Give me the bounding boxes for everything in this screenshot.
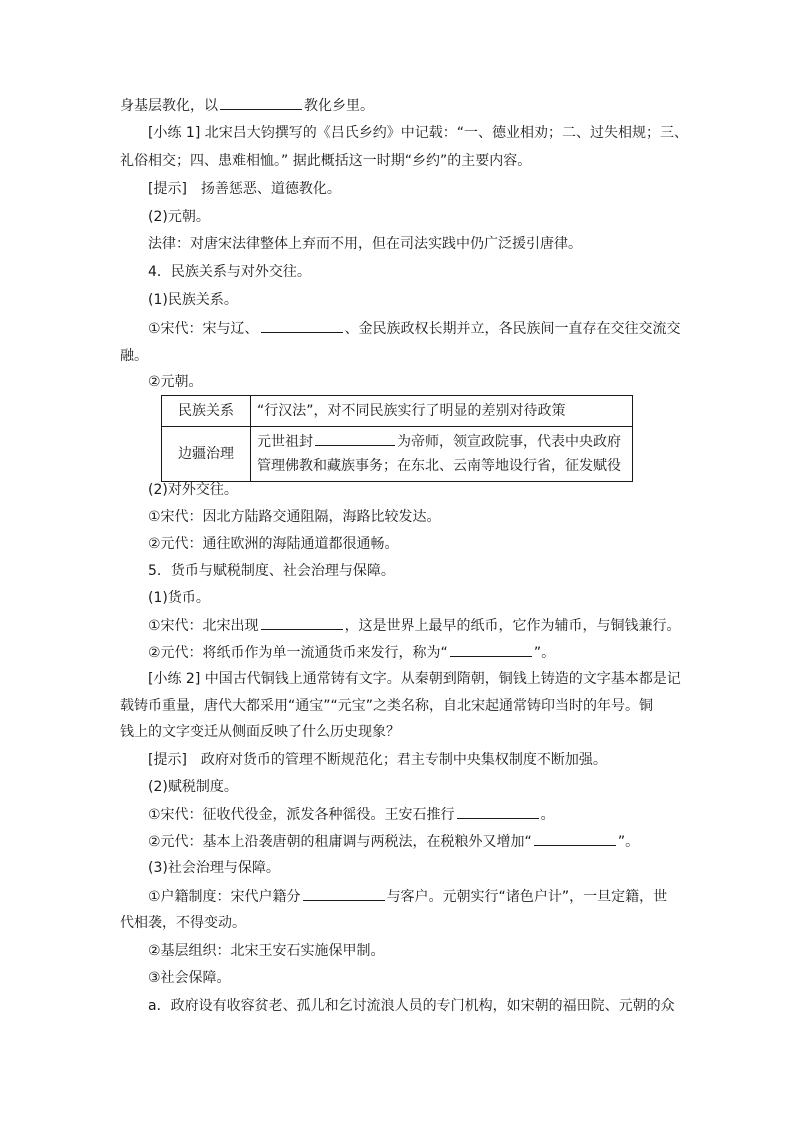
song-ethnic-line xyxy=(148,318,681,339)
text: ①宋代：宋与辽、 xyxy=(148,321,259,337)
text: 为帝师，领宣政院事，代表中央政府 xyxy=(397,434,621,450)
exercise-1-line-1: [小练 1] 北宋吕大钧撰写的《吕氏乡约》中记载：“一、德业相劝；二、过失相规；三、 xyxy=(148,125,688,141)
security-heading: ③社会保障。 xyxy=(148,970,231,986)
tax-heading: (2)赋税制度。 xyxy=(148,779,238,795)
text: 与客户。元朝实行“诸色户计”，一旦定籍，世 xyxy=(386,889,668,905)
text: 教化乡里。 xyxy=(304,98,374,114)
blank xyxy=(450,642,532,657)
currency-heading: (1)货币。 xyxy=(148,590,210,606)
yuan-currency xyxy=(148,642,555,663)
blank xyxy=(315,431,395,446)
text: ①户籍制度：宋代户籍分 xyxy=(148,889,301,905)
song-ethnic-line-2: 融。 xyxy=(120,348,148,364)
security-a: a．政府设有收容贫老、孤儿和乞讨流浪人员的专门机构，如宋朝的福田院、元朝的众 xyxy=(148,998,675,1014)
song-currency xyxy=(148,615,681,636)
grassroots-line: ②基层组织：北宋王安石实施保甲制。 xyxy=(148,943,385,959)
section-5-heading: 5．货币与赋税制度、社会治理与保障。 xyxy=(148,563,395,579)
text: 身基层教化，以 xyxy=(120,98,218,114)
table-cell-head: 边疆治理 xyxy=(162,427,251,482)
text: ②元代：将纸币作为单一流通货币来发行，称为“ xyxy=(148,645,448,661)
exercise-2-line-3: 钱上的文字变迁从侧面反映了什么历史现象？ xyxy=(120,724,400,740)
text: 元世祖封 xyxy=(257,434,313,450)
table-cell-line xyxy=(257,430,626,454)
table-row xyxy=(162,427,633,482)
blank xyxy=(261,318,343,333)
table-cell-line: 管理佛教和藏族事务；在东北、云南等地设行省，征发赋役 xyxy=(257,458,621,474)
text: ，这是世界上最早的纸币，它作为辅币，与铜钱兼行。 xyxy=(344,618,681,634)
table-cell: “行汉法”，对不同民族实行了明显的差别对待政策 xyxy=(251,396,633,427)
table-cell xyxy=(251,427,633,482)
hint-2: [提示] 政府对货币的管理不断规范化；君主专制中央集权制度不断加强。 xyxy=(148,752,607,768)
subheading-ethnic: (1)民族关系。 xyxy=(148,292,238,308)
blank xyxy=(534,831,616,846)
ethnic-policy-table xyxy=(161,395,633,482)
foreign-heading: (2)对外交往。 xyxy=(148,482,238,498)
yuan-foreign: ②元代：通往欧洲的海陆通道都很通畅。 xyxy=(148,536,399,552)
text: 。 xyxy=(540,807,555,823)
song-foreign: ①宋代：因北方陆路交通阻隔，海路比较发达。 xyxy=(148,509,441,525)
blank xyxy=(261,615,343,630)
exercise-1-line-2: 礼俗相交；四、患难相恤。” 据此概括这一时期“乡约”的主要内容。 xyxy=(120,153,532,169)
household-line-2: 代相袭，不得变动。 xyxy=(120,915,246,931)
table-row xyxy=(162,396,633,427)
law-line: 法律：对唐宋法律整体上弃而不用，但在司法实践中仍广泛援引唐律。 xyxy=(148,236,582,252)
blank xyxy=(220,95,302,110)
heading-yuan: (2)元朝。 xyxy=(148,209,210,225)
blank xyxy=(457,804,539,819)
section-4-heading: 4．民族关系与对外交往。 xyxy=(148,264,311,280)
text: ”。 xyxy=(533,645,556,661)
household-line xyxy=(148,886,667,907)
text: ①宋代：征收代役金，派发各种徭役。王安石推行 xyxy=(148,807,455,823)
text: 、金民族政权长期并立，各民族间一直存在交往交流交 xyxy=(344,321,681,337)
hint-1: [提示] 扬善惩恶、道德教化。 xyxy=(148,181,341,197)
yuan-ethnic-heading: ②元朝。 xyxy=(148,374,203,390)
social-heading: (3)社会治理与保障。 xyxy=(148,860,280,876)
exercise-2-line-1: [小练 2] 中国古代铜钱上通常铸有文字。从秦朝到隋朝，铜钱上铸造的文字基本都是记 xyxy=(148,671,681,687)
blank xyxy=(303,886,385,901)
exercise-2-line-2: 载铸币重量，唐代大都采用“通宝”“元宝”之类名称，自北宋起通常铸印当时的年号。铜 xyxy=(120,698,654,714)
text: ①宋代：北宋出现 xyxy=(148,618,259,634)
song-tax xyxy=(148,804,555,825)
text: ②元代：基本上沿袭唐朝的租庸调与两税法，在税粮外又增加“ xyxy=(148,834,532,850)
text: ”。 xyxy=(617,834,640,850)
table-cell-head: 民族关系 xyxy=(162,396,251,427)
line-1 xyxy=(120,95,374,116)
yuan-tax xyxy=(148,831,639,852)
